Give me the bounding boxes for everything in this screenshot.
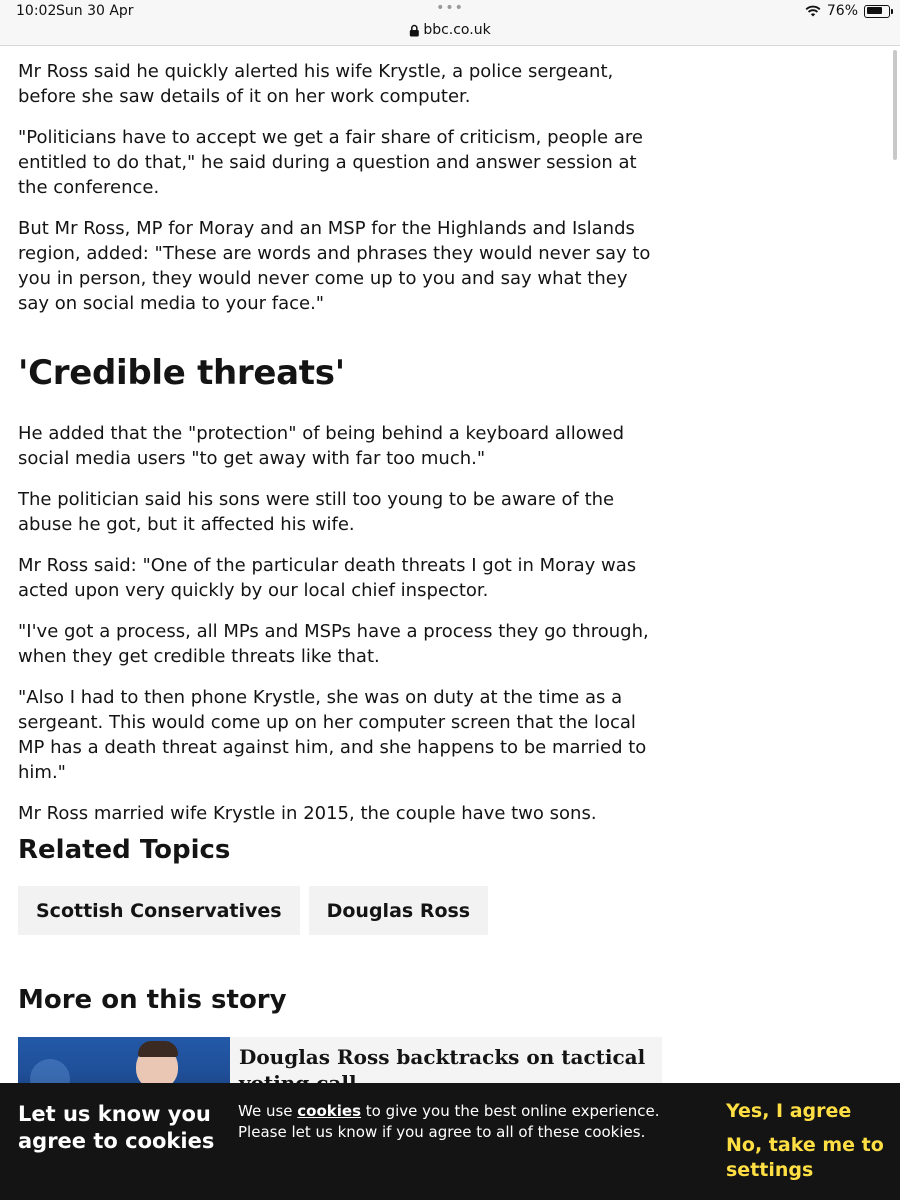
lock-icon: [409, 24, 419, 37]
article-subheading: 'Credible threats': [18, 353, 345, 393]
status-date: Sun 30 Apr: [56, 3, 134, 19]
article-paragraph: "I've got a process, all MPs and MSPs have a process they go through, when they get credible threats like that.: [18, 621, 649, 667]
thumbnail-person-hair: [138, 1041, 178, 1057]
cookie-banner: [0, 1083, 900, 1200]
wifi-icon: [805, 5, 821, 17]
battery-icon: [864, 5, 890, 18]
scrollbar[interactable]: [893, 50, 897, 160]
cookie-text-before: We use: [238, 1102, 298, 1120]
article-paragraph: "Also I had to then phone Krystle, she was on duty at the time as a sergeant. This would come up on her computer screen that the local MP has a death threat against him, and she happens to be married to him.": [18, 687, 647, 783]
cookie-text-after: to give you the best online experience. Please let us know if you agree to all of these cookies.: [238, 1102, 660, 1141]
status-bar: [0, 0, 900, 46]
cookie-banner-title: Let us know you agree to cookies: [18, 1102, 215, 1153]
related-topics-list: [18, 886, 488, 935]
article-paragraph: Mr Ross said he quickly alerted his wife Krystle, a police sergeant, before she saw details of it on her work computer.: [18, 61, 614, 107]
topic-scottish-conservatives[interactable]: Scottish Conservatives: [18, 886, 300, 935]
topic-douglas-ross[interactable]: Douglas Ross: [309, 886, 489, 935]
status-indicators: [805, 3, 890, 19]
article-paragraph: The politician said his sons were still too young to be aware of the abuse he got, but it affected his wife.: [18, 489, 615, 535]
multitask-dots-icon[interactable]: •••: [436, 0, 464, 16]
article-paragraph: But Mr Ross, MP for Moray and an MSP for the Highlands and Islands region, added: "These are words and phrases they would never say to you in person, they would never come up to you and say what they say on social media to your face.": [18, 218, 651, 314]
article-body: [18, 59, 658, 842]
cookies-link[interactable]: cookies: [297, 1102, 362, 1120]
article-paragraph: Mr Ross married wife Krystle in 2015, the couple have two sons.: [18, 803, 597, 824]
battery-percent: 76%: [826, 3, 858, 19]
battery-level: [867, 7, 882, 14]
related-topics-title: Related Topics: [18, 835, 231, 865]
accept-cookies-button[interactable]: Yes, I agree: [726, 1100, 852, 1122]
article-paragraph: "Politicians have to accept we get a fair share of criticism, people are entitled to do that," he said during a question and answer session at the conference.: [18, 127, 643, 198]
address-url: bbc.co.uk: [423, 22, 491, 38]
cookie-settings-button[interactable]: No, take me to settings: [726, 1134, 884, 1181]
cookie-banner-text: [238, 1101, 698, 1143]
story-headline[interactable]: Douglas Ross backtracks on tactical: [239, 1045, 646, 1069]
status-time: 10:02: [16, 3, 57, 19]
article-paragraph: Mr Ross said: "One of the particular death threats I got in Moray was acted upon very quickly by our local chief inspector.: [18, 555, 637, 601]
more-on-story-title: More on this story: [18, 985, 287, 1015]
address-bar[interactable]: [409, 22, 490, 38]
article-paragraph: He added that the "protection" of being behind a keyboard allowed social media users "to get away with far too much.": [18, 423, 625, 469]
